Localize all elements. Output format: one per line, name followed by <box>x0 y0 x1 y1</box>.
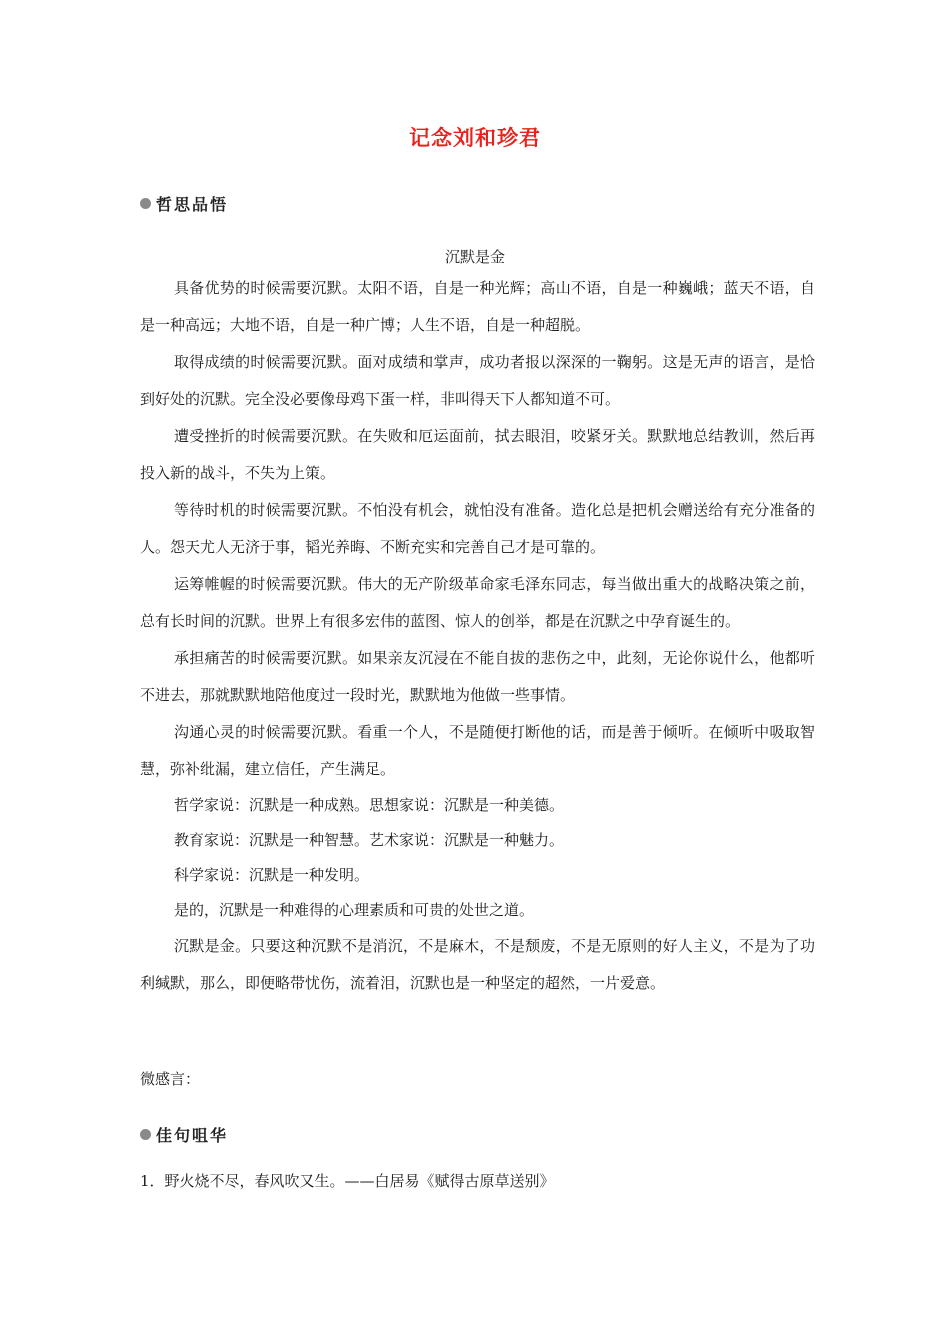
paragraph: 哲学家说：沉默是一种成熟。思想家说：沉默是一种美德。 <box>174 796 565 814</box>
section-heading-label: 哲思品悟 <box>156 195 229 214</box>
section-heading-quotes <box>140 1123 228 1146</box>
article-title: 沉默是金 <box>444 248 505 266</box>
paragraph: 是的，沉默是一种难得的心理素质和可贵的处世之道。 <box>174 901 535 919</box>
paragraph: 等待时机的时候需要沉默。不怕没有机会，就怕没有准备。造化总是把机会赠送给有充分准备的人。怨天尤人无济于事，韬光养晦、不断充实和完善自己才是可靠的。 <box>140 501 815 556</box>
bullet-dot-icon <box>140 1129 151 1140</box>
bullet-dot-icon <box>140 198 151 209</box>
paragraph: 教育家说：沉默是一种智慧。艺术家说：沉默是一种魅力。 <box>174 831 565 849</box>
paragraph: 取得成绩的时候需要沉默。面对成绩和掌声，成功者报以深深的一鞠躬。这是无声的语言，是恰到好处的沉默。完全没必要像母鸡下蛋一样，非叫得天下人都知道不可。 <box>140 353 815 408</box>
afterword-label: 微感言： <box>140 1070 201 1088</box>
document-title: 记念刘和珍君 <box>409 126 541 150</box>
section-heading-label: 佳句咀华 <box>156 1126 229 1145</box>
section-heading-reflection <box>140 192 228 215</box>
article-body <box>140 270 815 1002</box>
paragraph: 遭受挫折的时候需要沉默。在失败和厄运面前，拭去眼泪，咬紧牙关。默默地总结教训，然后再投入新的战斗，不失为上策。 <box>140 427 815 482</box>
paragraph: 具备优势的时候需要沉默。太阳不语，自是一种光辉；高山不语，自是一种巍峨；蓝天不语，自是一种高远；大地不语，自是一种广博；人生不语，自是一种超脱。 <box>140 279 815 334</box>
quote-item: 1．野火烧不尽，春风吹又生。——白居易《赋得古原草送别》 <box>140 1172 555 1190</box>
paragraph: 沟通心灵的时候需要沉默。看重一个人，不是随便打断他的话，而是善于倾听。在倾听中吸取智慧，弥补纰漏，建立信任，产生满足。 <box>140 723 815 778</box>
paragraph: 承担痛苦的时候需要沉默。如果亲友沉浸在不能自拔的悲伤之中，此刻，无论你说什么，他都听不进去，那就默默地陪他度过一段时光，默默地为他做一些事情。 <box>140 649 815 704</box>
paragraph: 科学家说：沉默是一种发明。 <box>174 866 370 884</box>
paragraph: 运筹帷幄的时候需要沉默。伟大的无产阶级革命家毛泽东同志，每当做出重大的战略决策之前，总有长时间的沉默。世界上有很多宏伟的蓝图、惊人的创举，都是在沉默之中孕育诞生的。 <box>140 575 815 630</box>
paragraph: 沉默是金。只要这种沉默不是消沉，不是麻木，不是颓废，不是无原则的好人主义，不是为了功利缄默，那么，即便略带忧伤，流着泪，沉默也是一种坚定的超然，一片爱意。 <box>140 937 815 992</box>
